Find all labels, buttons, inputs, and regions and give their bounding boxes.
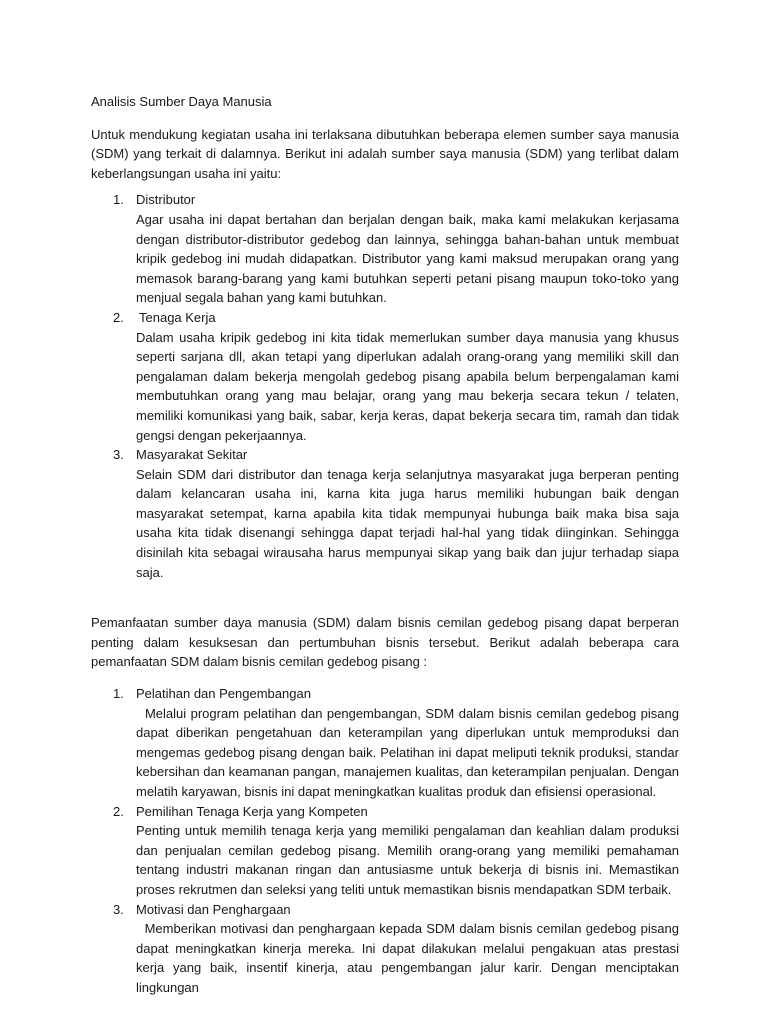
list-number: 2. xyxy=(113,803,124,819)
list-item-title: Masyarakat Sekitar xyxy=(136,447,248,463)
document-heading: Analisis Sumber Daya Manusia xyxy=(91,94,272,109)
intro-paragraph: Untuk mendukung kegiatan usaha ini terlaksana dibutuhkan beberapa elemen sumber saya manusia (SDM) yang terkait di dalamnya. Berikut ini adalah sumber saya manusia (SDM) yang terlibat dalam keberlangsungan usaha ini yaitu: xyxy=(91,126,679,181)
document-page xyxy=(91,92,683,998)
list-number: 2. xyxy=(113,309,124,325)
section-spacer xyxy=(91,582,679,613)
list-item xyxy=(91,802,679,900)
list-number: 1. xyxy=(113,192,124,208)
list-item xyxy=(91,308,679,445)
list-number: 3. xyxy=(113,447,124,463)
list-number: 1. xyxy=(113,686,124,702)
list-item-body: Penting untuk memilih tenaga kerja yang memiliki pengalaman dan keahlian dalam produksi dan penjualan cemilan gedebog pisang. Memilih orang-orang yang memiliki pemahaman tentang industri makanan ringan dan antusiasme untuk bekerja di bisnis ini. Memastikan proses rekrutmen dan seleksi yang teliti untuk memastikan bisnis mendapatkan SDM terbaik. xyxy=(136,823,679,897)
intro2-paragraph: Pemanfaatan sumber daya manusia (SDM) dalam bisnis cemilan gedebog pisang dapat berperan penting dalam kesuksesan dan pertumbuhan bisnis tersebut. Berikut adalah beberapa cara pemanfaatan SDM dalam bisnis cemilan gedebog pisang : xyxy=(91,615,679,670)
list-item-title: Tenaga Kerja xyxy=(139,309,216,325)
list-item-body: Memberikan motivasi dan penghargaan kepada SDM dalam bisnis cemilan gedebog pisang dapat meningkatkan kinerja mereka. Ini dapat dilakukan melalui pengakuan atas prestasi kerja yang baik, insentif kinerja, atau pengembangan jalur karir. Dengan menciptakan lingkungan xyxy=(136,921,683,995)
list-number: 3. xyxy=(113,901,124,917)
list-item-body: Dalam usaha kripik gedebog ini kita tidak memerlukan sumber daya manusia yang khusus seperti sarjana dll, akan tetapi yang diperlukan adalah orang-orang yang memiliki skill dan pengalaman dalam bekerja mengolah gedebog pisang apabila belum berpengalaman kami membutuhkan orang yang mau belajar, orang yang mau bekerja secara tekun / telaten, memiliki komunikasi yang baik, sabar, kerja keras, dapat bekerja secara tim, ramah dan tidak gengsi dengan pekerjaannya. xyxy=(136,329,679,443)
list-item xyxy=(91,900,683,998)
list-item-title: Motivasi dan Penghargaan xyxy=(136,901,291,917)
list-item-body: Melalui program pelatihan dan pengembangan, SDM dalam bisnis cemilan gedebog pisang dapat diberikan pengetahuan dan keterampilan yang diperlukan untuk memproduksi dan mengemas gedebog pisang dengan baik. Pelatihan ini dapat meliputi teknik produksi, standar kebersihan dan keamanan pangan, manajemen kualitas, dan keterampilan penjualan. Dengan melatih karyawan, bisnis ini dapat meningkatkan kualitas produk dan efisiensi operasional. xyxy=(136,705,683,799)
list-item-title: Pemilihan Tenaga Kerja yang Kompeten xyxy=(136,803,368,819)
list-item xyxy=(91,190,679,308)
list-item-body: Selain SDM dari distributor dan tenaga kerja selanjutnya masyarakat juga berperan penting dalam kelancaran usaha ini, karna kita juga harus memiliki hubungan baik dengan masyarakat setempat, karna apabila kita tidak mempunyai hubunga baik maka bisa saja usaha kita tidak disenangi sehingga dapat terjadi hal-hal yang tidak diinginkan. Sehingga disinilah kita sebagai wirausaha harus mempunyai sikap yang baik dan jujur terhadap siapa saja. xyxy=(136,466,679,580)
pemanfaatan-list xyxy=(91,684,683,998)
list-item-title: Distributor xyxy=(136,192,196,208)
sdm-list xyxy=(91,190,679,582)
list-item xyxy=(91,445,679,582)
list-item xyxy=(91,684,683,802)
list-item-body: Agar usaha ini dapat bertahan dan berjalan dengan baik, maka kami melakukan kerjasama dengan distributor-distributor gedebog dan lainnya, sehingga bahan-bahan untuk membuat kripik gedebog ini mudah didapatkan. Distributor yang kami maksud merupakan orang yang memasok barang-barang yang kami butuhkan seperti petani pisang maupun toko-toko yang menjual segala bahan yang kami butuhkan. xyxy=(136,211,679,306)
list-item-title: Pelatihan dan Pengembangan xyxy=(136,686,311,702)
